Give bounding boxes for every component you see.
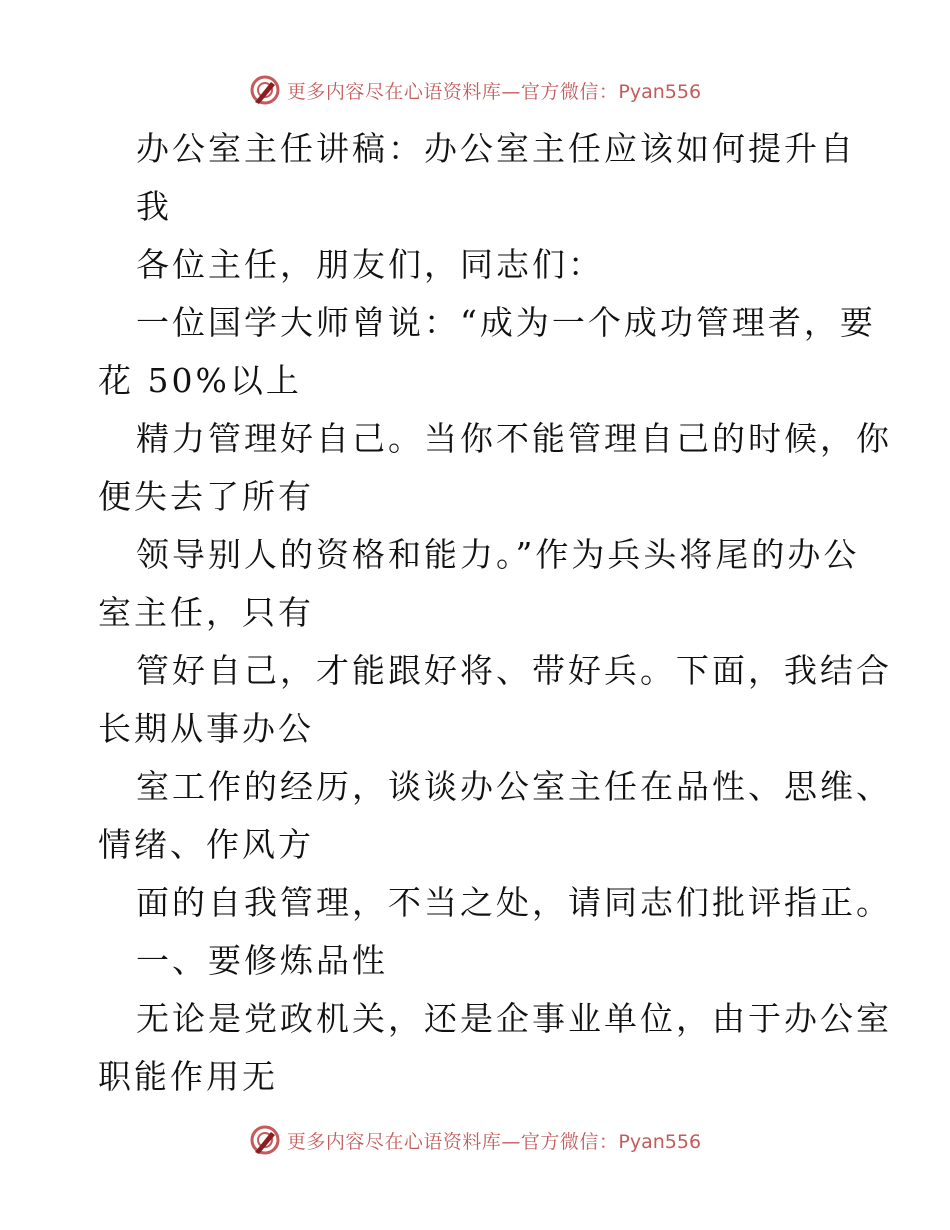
footer-banner-label: 更多内容尽在心语资料库—官方微信：	[286, 1130, 619, 1153]
paragraph-line: 职能作用无	[98, 1057, 278, 1096]
header-banner-label: 更多内容尽在心语资料库—官方微信：	[286, 80, 619, 103]
paragraph-line: 无论是党政机关，还是企事业单位，由于办公室	[136, 999, 892, 1038]
header-banner-text	[287, 77, 701, 104]
paragraph-line: 领导别人的资格和能力。”作为兵头将尾的办公	[136, 535, 860, 574]
paragraph-line: 面的自我管理，不当之处，请同志们批评指正。	[136, 883, 892, 922]
document-title-line-1: 办公室主任讲稿：办公室主任应该如何提升自	[136, 129, 856, 168]
document-body	[98, 120, 892, 1106]
header-wechat-handle: Pyan556	[618, 80, 702, 103]
paragraph-line: 室主任，只有	[98, 593, 314, 632]
paragraph-line: 便失去了所有	[98, 477, 314, 516]
page-footer-banner	[0, 1122, 950, 1158]
pen-logo-icon	[249, 74, 281, 106]
section-heading: 一、要修炼品性	[136, 941, 388, 980]
paragraph-line: 管好自己，才能跟好将、带好兵。下面，我结合	[136, 651, 892, 690]
footer-wechat-handle: Pyan556	[618, 1130, 702, 1153]
page-header-banner	[0, 72, 950, 108]
paragraph-line: 花 50%以上	[98, 361, 302, 400]
paragraph-line: 一位国学大师曾说：“成为一个成功管理者，要	[136, 303, 876, 342]
pen-logo-icon	[249, 1124, 281, 1156]
paragraph-line: 室工作的经历，谈谈办公室主任在品性、思维、	[136, 767, 892, 806]
paragraph-line: 精力管理好自己。当你不能管理自己的时候，你	[136, 419, 892, 458]
document-title-line-2: 我	[136, 187, 172, 226]
paragraph-line: 长期从事办公	[98, 709, 314, 748]
paragraph-line: 情绪、作风方	[98, 825, 314, 864]
footer-banner-text	[287, 1127, 701, 1154]
salutation-line: 各位主任，朋友们，同志们：	[136, 245, 604, 284]
